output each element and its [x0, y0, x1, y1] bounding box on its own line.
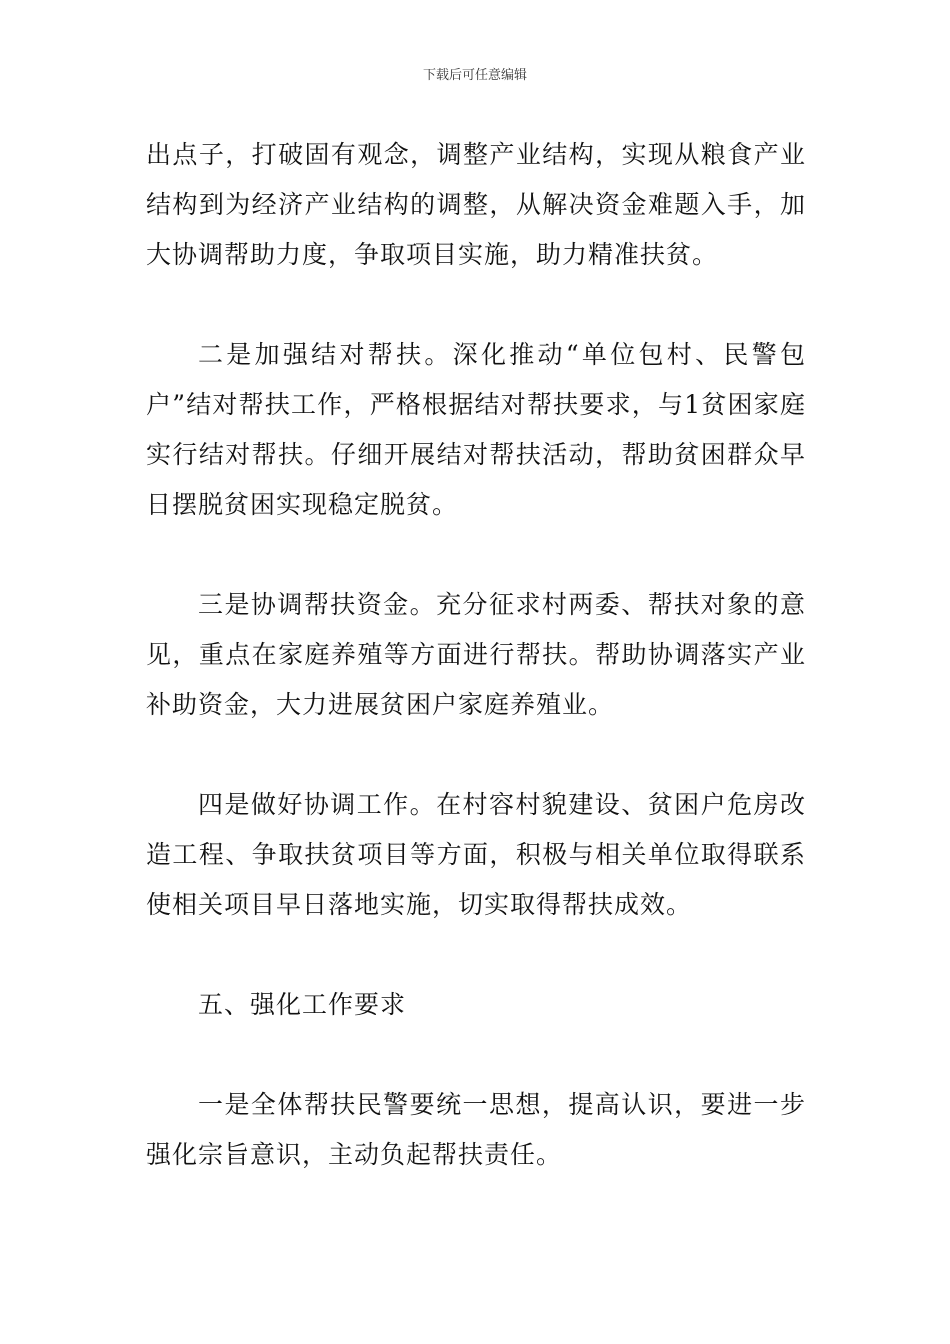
paragraph-assistance-funds: 三是协调帮扶资金。充分征求村两委、帮扶对象的意见，重点在家庭养殖等方面进行帮扶。帮助协调落实产业补助资金，大力进展贫困户家庭养殖业。 [146, 590, 806, 719]
section-heading-work-requirements: 五、强化工作要求 [198, 990, 407, 1019]
paragraph-unify-thinking: 一是全体帮扶民警要统一思想，提高认识，要进一步强化宗旨意识，主动负起帮扶责任。 [146, 1090, 806, 1169]
page-header-note: 下载后可任意编辑 [422, 68, 527, 83]
paragraph-continued: 出点子，打破固有观念，调整产业结构，实现从粮食产业结构到为经济产业结构的调整，从解决资金难题入手，加大协调帮助力度，争取项目实施，助力精准扶贫。 [146, 140, 806, 269]
document-body [146, 130, 806, 1180]
paragraph-pairing-assistance: 二是加强结对帮扶。深化推动“单位包村、民警包户”结对帮扶工作，严格根据结对帮扶要求，与1贫困家庭实行结对帮扶。仔细开展结对帮扶活动，帮助贫困群众早日摆脱贫困实现稳定脱贫。 [146, 340, 806, 519]
paragraph-coordination-work: 四是做好协调工作。在村容村貌建设、贫困户危房改造工程、争取扶贫项目等方面，积极与相关单位取得联系使相关项目早日落地实施，切实取得帮扶成效。 [146, 790, 806, 919]
